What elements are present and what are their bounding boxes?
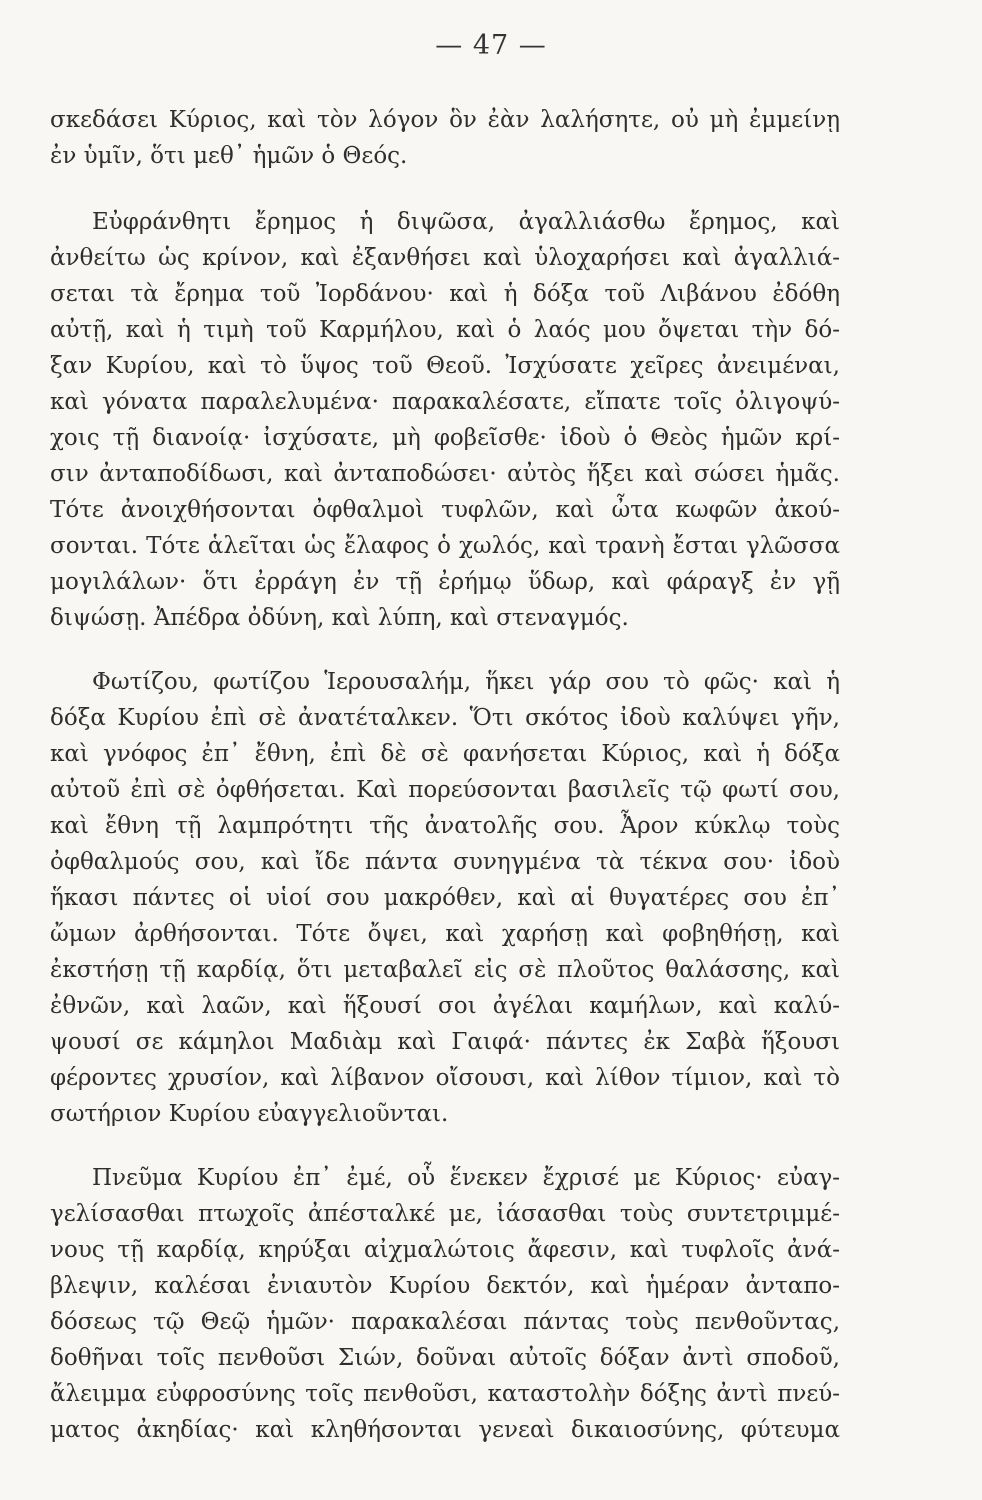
text-line: ἀνθείτω ὡς κρίνον, καὶ ἐξανθήσει καὶ ὑλοχαρήσει καὶ ἀγαλλιά- [50,245,840,271]
text-line: σεται τὰ ἔρημα τοῦ Ἰορδάνου· καὶ ἡ δόξα τοῦ Λιβάνου ἐδόθη [50,281,840,307]
text-line: Πνεῦμα Κυρίου ἐπ᾽ ἐμέ, οὗ ἕνεκεν ἔχρισέ με Κύριος· εὐαγ- [92,1165,840,1191]
page-number: — 47 — [435,30,547,61]
text-line: ξαν Κυρίου, καὶ τὸ ὕψος τοῦ Θεοῦ. Ἰσχύσατε χεῖρες ἀνειμέναι, [50,353,840,379]
text-line: σιν ἀνταποδίδωσι, καὶ ἀνταποδώσει· αὐτὸς ἥξει καὶ σώσει ἡμᾶς. [50,461,840,487]
text-line: καὶ ἔθνη τῇ λαμπρότητι τῆς ἀνατολῆς σου. Ἆρον κύκλῳ τοὺς [50,813,840,839]
text-line: ψουσί σε κάμηλοι Μαδιὰμ καὶ Γαιφά· πάντες ἐκ Σαβὰ ἥξουσι [50,1029,840,1055]
text-line: ἐκστήσῃ τῇ καρδίᾳ, ὅτι μεταβαλεῖ εἰς σὲ πλοῦτος θαλάσσης, καὶ [50,957,840,983]
text-line: μογιλάλων· ὅτι ἐρράγη ἐν τῇ ἐρήμῳ ὕδωρ, καὶ φάραγξ ἐν γῇ [50,569,840,595]
text-line: Τότε ἀνοιχθήσονται ὀφθαλμοὶ τυφλῶν, καὶ ὦτα κωφῶν ἀκού- [50,497,840,523]
text-line: σονται. Τότε ἁλεῖται ὡς ἔλαφος ὁ χωλός, καὶ τρανὴ ἔσται γλῶσσα [50,533,840,559]
text-line: φέροντες χρυσίον, καὶ λίβανον οἴσουσι, καὶ λίθον τίμιον, καὶ τὸ [50,1065,840,1091]
text-line: δόξα Κυρίου ἐπὶ σὲ ἀνατέταλκεν. Ὅτι σκότος ἰδοὺ καλύψει γῆν, [50,705,840,731]
text-line: ἄλειμμα εὐφροσύνης τοῖς πενθοῦσι, καταστολὴν δόξης ἀντὶ πνεύ- [50,1381,840,1407]
text-line: διψώσῃ. Ἀπέδρα ὀδύνη, καὶ λύπη, καὶ στεναγμός. [50,605,629,631]
text-line: σκεδάσει Κύριος, καὶ τὸν λόγον ὃν ἐὰν λαλήσητε, οὐ μὴ ἐμμείνῃ [50,107,840,133]
text-line: αὐτῇ, καὶ ἡ τιμὴ τοῦ Καρμήλου, καὶ ὁ λαός μου ὄψεται τὴν δό- [50,317,840,343]
text-line: νους τῇ καρδίᾳ, κηρύξαι αἰχμαλώτοις ἄφεσιν, καὶ τυφλοῖς ἀνά- [50,1237,840,1263]
text-line: ἐθνῶν, καὶ λαῶν, καὶ ἥξουσί σοι ἀγέλαι καμήλων, καὶ καλύ- [50,993,840,1019]
text-line: δοθῆναι τοῖς πενθοῦσι Σιών, δοῦναι αὐτοῖς δόξαν ἀντὶ σποδοῦ, [50,1345,840,1371]
text-line: ἐν ὑμῖν, ὅτι μεθ᾽ ἡμῶν ὁ Θεός. [50,143,408,169]
text-line: γελίσασθαι πτωχοῖς ἀπέσταλκέ με, ἰάσασθαι τοὺς συντετριμμέ- [50,1201,840,1227]
text-line: Φωτίζου, φωτίζου Ἱερουσαλήμ, ἥκει γάρ σου τὸ φῶς· καὶ ἡ [92,669,840,695]
text-line: δόσεως τῷ Θεῷ ἡμῶν· παρακαλέσαι πάντας τοὺς πενθοῦντας, [50,1309,840,1335]
text-line: ὤμων ἀρθήσονται. Τότε ὄψει, καὶ χαρήσῃ καὶ φοβηθήσῃ, καὶ [50,921,840,947]
text-line: ἥκασι πάντες οἱ υἱοί σου μακρόθεν, καὶ αἱ θυγατέρες σου ἐπ᾽ [50,885,840,911]
text-line: καὶ γόνατα παραλελυμένα· παρακαλέσατε, εἴπατε τοῖς ὀλιγοψύ- [50,389,840,415]
text-line: βλεψιν, καλέσαι ἐνιαυτὸν Κυρίου δεκτόν, καὶ ἡμέραν ἀνταπο- [50,1273,840,1299]
text-line: Εὐφράνθητι ἔρημος ἡ διψῶσα, ἀγαλλιάσθω ἔρημος, καὶ [92,209,840,235]
text-line: ματος ἀκηδίας· καὶ κληθήσονται γενεαὶ δικαιοσύνης, φύτευμα [50,1417,840,1443]
text-line: χοις τῇ διανοίᾳ· ἰσχύσατε, μὴ φοβεῖσθε· ἰδοὺ ὁ Θεὸς ἡμῶν κρί- [50,425,840,451]
text-line: καὶ γνόφος ἐπ᾽ ἔθνη, ἐπὶ δὲ σὲ φανήσεται Κύριος, καὶ ἡ δόξα [50,741,840,767]
text-line: ὀφθαλμούς σου, καὶ ἴδε πάντα συνηγμένα τὰ τέκνα σου· ἰδοὺ [50,849,840,875]
text-line: σωτήριον Κυρίου εὐαγγελιοῦνται. [50,1101,449,1127]
text-line: αὐτοῦ ἐπὶ σὲ ὀφθήσεται. Καὶ πορεύσονται βασιλεῖς τῷ φωτί σου, [50,777,840,803]
